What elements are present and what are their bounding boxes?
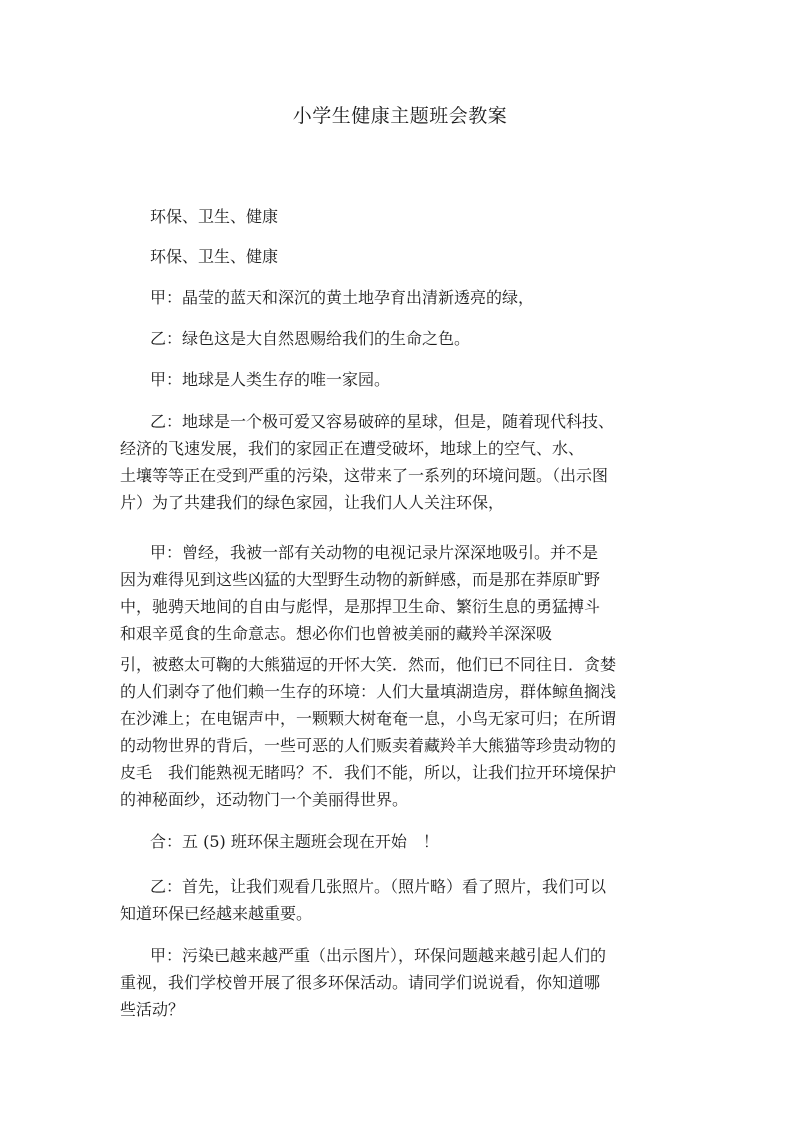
text-line: 在沙滩上；在电锯声中，一颗颗大树奄奄一息，小鸟无家可归；在所谓	[120, 709, 617, 728]
paragraph-jia-2	[120, 366, 390, 393]
text-line: 中，驰骋天地间的自由与彪悍，是那捍卫生命、繁衍生息的勇猛搏斗	[120, 597, 601, 616]
text-line: 和艰辛觅食的生命意志。想必你们也曾被美丽的藏羚羊深深吸	[120, 624, 553, 643]
text-line: 知道环保已经越来越重要。	[120, 904, 313, 923]
text-line: 环保、卫生、健康	[150, 207, 279, 226]
text-line: 乙：首先，让我们观看几张照片。（照片略）看了照片，我们可以	[150, 877, 607, 896]
paragraph-he	[120, 828, 439, 855]
document-title: 小学生健康主题班会教案	[292, 105, 508, 127]
text-line: 乙：地球是一个极可爱又容易破碎的星球，但是，随着现代科技、	[150, 412, 615, 431]
paragraph-yi-2	[120, 408, 614, 516]
text-line: 的神秘面纱，还动物门一个美丽得世界。	[120, 790, 409, 809]
text-line: 乙：绿色这是大自然恩赐给我们的生命之色。	[150, 329, 471, 348]
paragraph-topic-2	[120, 243, 278, 270]
text-line: 甲：晶莹的蓝天和深沉的黄土地孕育出清新透亮的绿，	[150, 288, 535, 307]
text-line: 片）为了共建我们的绿色家园，让我们人人关注环保，	[120, 493, 505, 512]
text-line: 甲：污染已越来越严重（出示图片），环保问题越来越引起人们的	[150, 946, 607, 965]
paragraph-yi-1	[120, 325, 470, 352]
text-line: 的动物世界的背后，一些可恶的人们贩卖着藏羚羊大熊猫等珍贵动物的	[120, 736, 617, 755]
paragraph-yi-3	[120, 873, 606, 927]
text-line: 的人们剥夺了他们赖一生存的环境：人们大量填湖造房，群体鲸鱼搁浅	[120, 682, 617, 701]
text-line: 经济的飞速发展，我们的家园正在遭受破坏，地球上的空气、水、	[120, 439, 585, 458]
text-line: 甲：地球是人类生存的唯一家园。	[150, 370, 391, 389]
text-line: 因为难得见到这些凶猛的大型野生动物的新鲜感，而是那在莽原旷野	[120, 570, 601, 589]
text-line: 引，被憨太可鞠的大熊猫逗的开怀大笑．然而，他们已不同往日．贪婪	[120, 655, 617, 674]
text-line: 皮毛 我们能熟视无睹吗？不．我们不能，所以，让我们拉开环境保护	[120, 763, 617, 782]
text-line: 环保、卫生、健康	[150, 247, 279, 266]
text-line: 合：五 (5) 班环保主题班会现在开始 ！	[150, 832, 439, 851]
paragraph-jia-1	[120, 284, 534, 311]
paragraph-jia-4	[120, 942, 606, 1023]
text-line: 甲：曾经，我被一部有关动物的电视记录片深深地吸引。并不是	[150, 543, 599, 562]
text-line: 重视，我们学校曾开展了很多环保活动。请同学们说说看，你知道哪	[120, 973, 601, 992]
paragraph-jia-3	[120, 539, 616, 813]
text-line: 些活动？	[120, 1000, 185, 1019]
paragraph-topic-1	[120, 203, 278, 230]
text-line: 土壤等等正在受到严重的污染，这带来了一系列的环境问题。（出示图	[120, 466, 609, 485]
